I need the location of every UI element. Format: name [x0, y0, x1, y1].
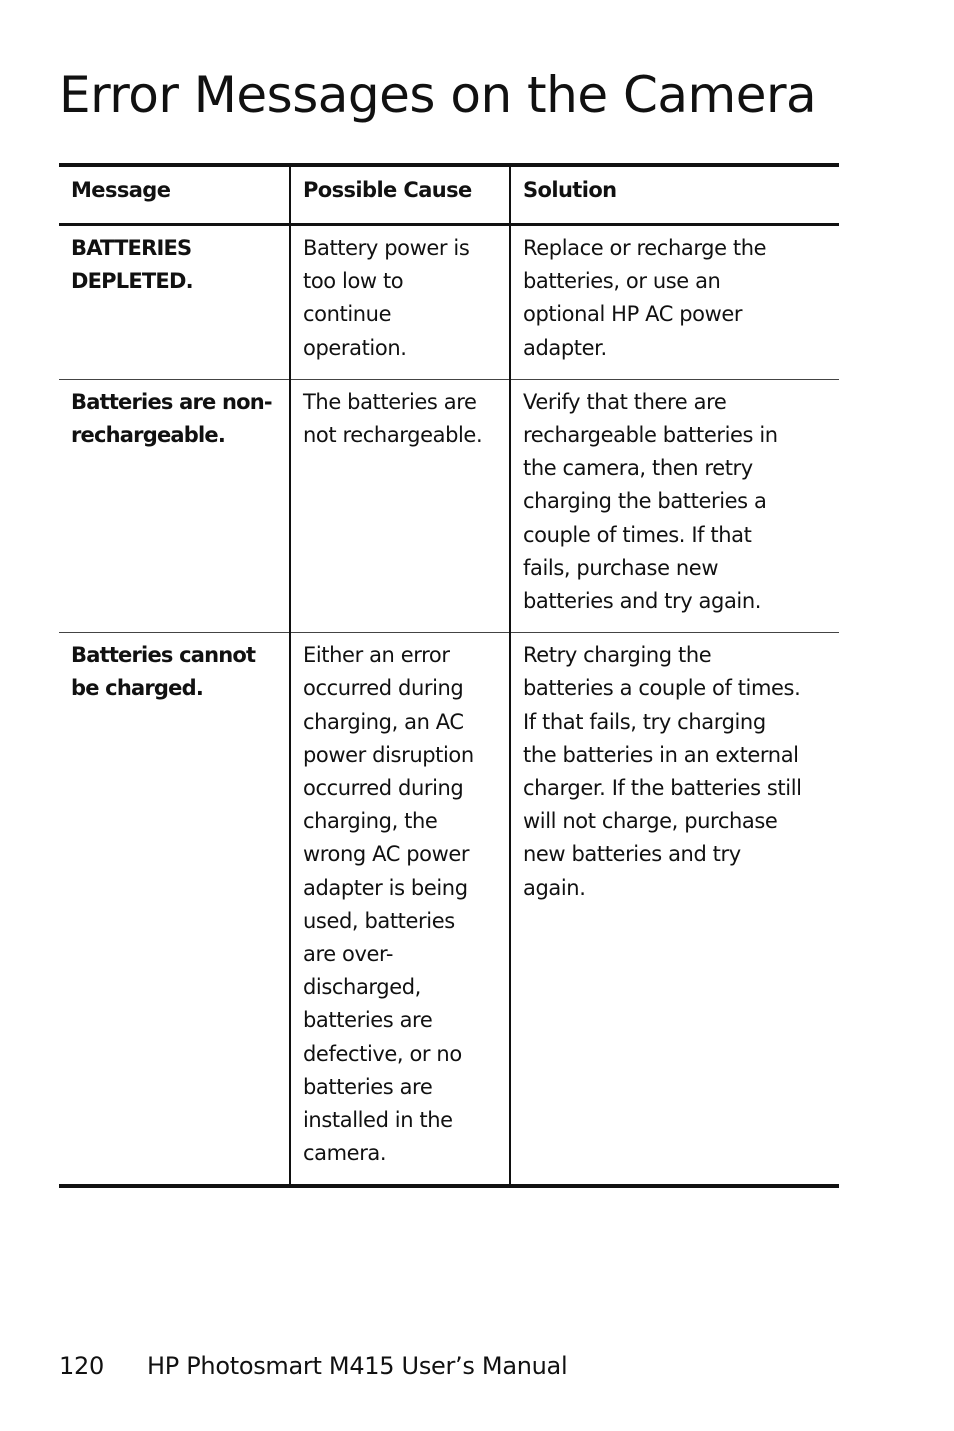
error-messages-table	[59, 163, 839, 1188]
solution-line: the camera, then retry	[523, 456, 753, 481]
page-title: Error Messages on the Camera	[59, 66, 817, 124]
solution-cell	[510, 379, 839, 632]
message-line: Batteries are non-	[71, 389, 272, 414]
table-row	[59, 633, 839, 1187]
solution-line: batteries and try again.	[523, 589, 762, 614]
cause-line: installed in the	[303, 1108, 453, 1133]
cause-line: wrong AC power	[303, 842, 470, 867]
cause-line: batteries are	[303, 1008, 433, 1033]
solution-cell	[510, 225, 839, 380]
cause-line: camera.	[303, 1141, 387, 1166]
solution-line: the batteries in an external	[523, 742, 799, 767]
cause-cell	[290, 633, 510, 1187]
cause-line: used, batteries	[303, 908, 455, 933]
cause-line: occurred during	[303, 676, 464, 701]
solution-line: adapter.	[523, 335, 607, 360]
solution-line: Replace or recharge the	[523, 236, 767, 260]
message-line: rechargeable.	[71, 423, 226, 448]
solution-line: charging the batteries a	[523, 489, 767, 514]
table-header-row	[59, 165, 839, 225]
message-cell	[59, 225, 290, 380]
solution-line: Verify that there are	[523, 389, 727, 414]
cause-line: are over-	[303, 942, 394, 967]
cause-line: charging, an AC	[303, 709, 464, 734]
cause-cell	[290, 379, 510, 632]
table-row	[59, 225, 839, 380]
cause-line: continue	[303, 302, 392, 327]
header-solution: Solution	[510, 165, 839, 225]
cause-line: operation.	[303, 335, 407, 360]
solution-line: batteries, or use an	[523, 269, 721, 294]
message-line: BATTERIES	[71, 236, 192, 260]
cause-line: charging, the	[303, 809, 438, 834]
cause-line: batteries are	[303, 1074, 433, 1099]
table-row	[59, 379, 839, 632]
solution-line: optional HP AC power	[523, 302, 743, 327]
solution-line: charger. If the batteries still	[523, 776, 802, 801]
cause-cell	[290, 225, 510, 380]
solution-line: couple of times. If that	[523, 522, 752, 547]
message-line: DEPLETED.	[71, 269, 193, 294]
solution-line: Retry charging the	[523, 643, 712, 668]
message-cell	[59, 379, 290, 632]
cause-line: power disruption	[303, 742, 474, 767]
solution-line: rechargeable batteries in	[523, 423, 778, 448]
solution-line: again.	[523, 875, 586, 900]
page-number: 120	[59, 1352, 104, 1380]
message-line: Batteries cannot	[71, 643, 256, 668]
cause-line: adapter is being	[303, 875, 468, 900]
solution-line: new batteries and try	[523, 842, 741, 867]
solution-line: fails, purchase new	[523, 555, 719, 580]
solution-line: batteries a couple of times.	[523, 676, 801, 701]
cause-line: Either an error	[303, 643, 450, 668]
cause-line: too low to	[303, 269, 404, 294]
cause-line: defective, or no	[303, 1041, 462, 1066]
header-message: Message	[59, 165, 290, 225]
header-possible-cause: Possible Cause	[290, 165, 510, 225]
manual-title: HP Photosmart M415 User’s Manual	[147, 1352, 568, 1380]
cause-line: discharged,	[303, 975, 421, 1000]
cause-line: not rechargeable.	[303, 423, 483, 448]
message-cell	[59, 633, 290, 1187]
message-line: be charged.	[71, 676, 203, 701]
cause-line: Battery power is	[303, 236, 470, 260]
page-footer	[59, 1348, 567, 1384]
solution-cell	[510, 633, 839, 1187]
solution-line: will not charge, purchase	[523, 809, 778, 834]
cause-line: occurred during	[303, 776, 464, 801]
cause-line: The batteries are	[303, 389, 477, 414]
solution-line: If that fails, try charging	[523, 709, 766, 734]
